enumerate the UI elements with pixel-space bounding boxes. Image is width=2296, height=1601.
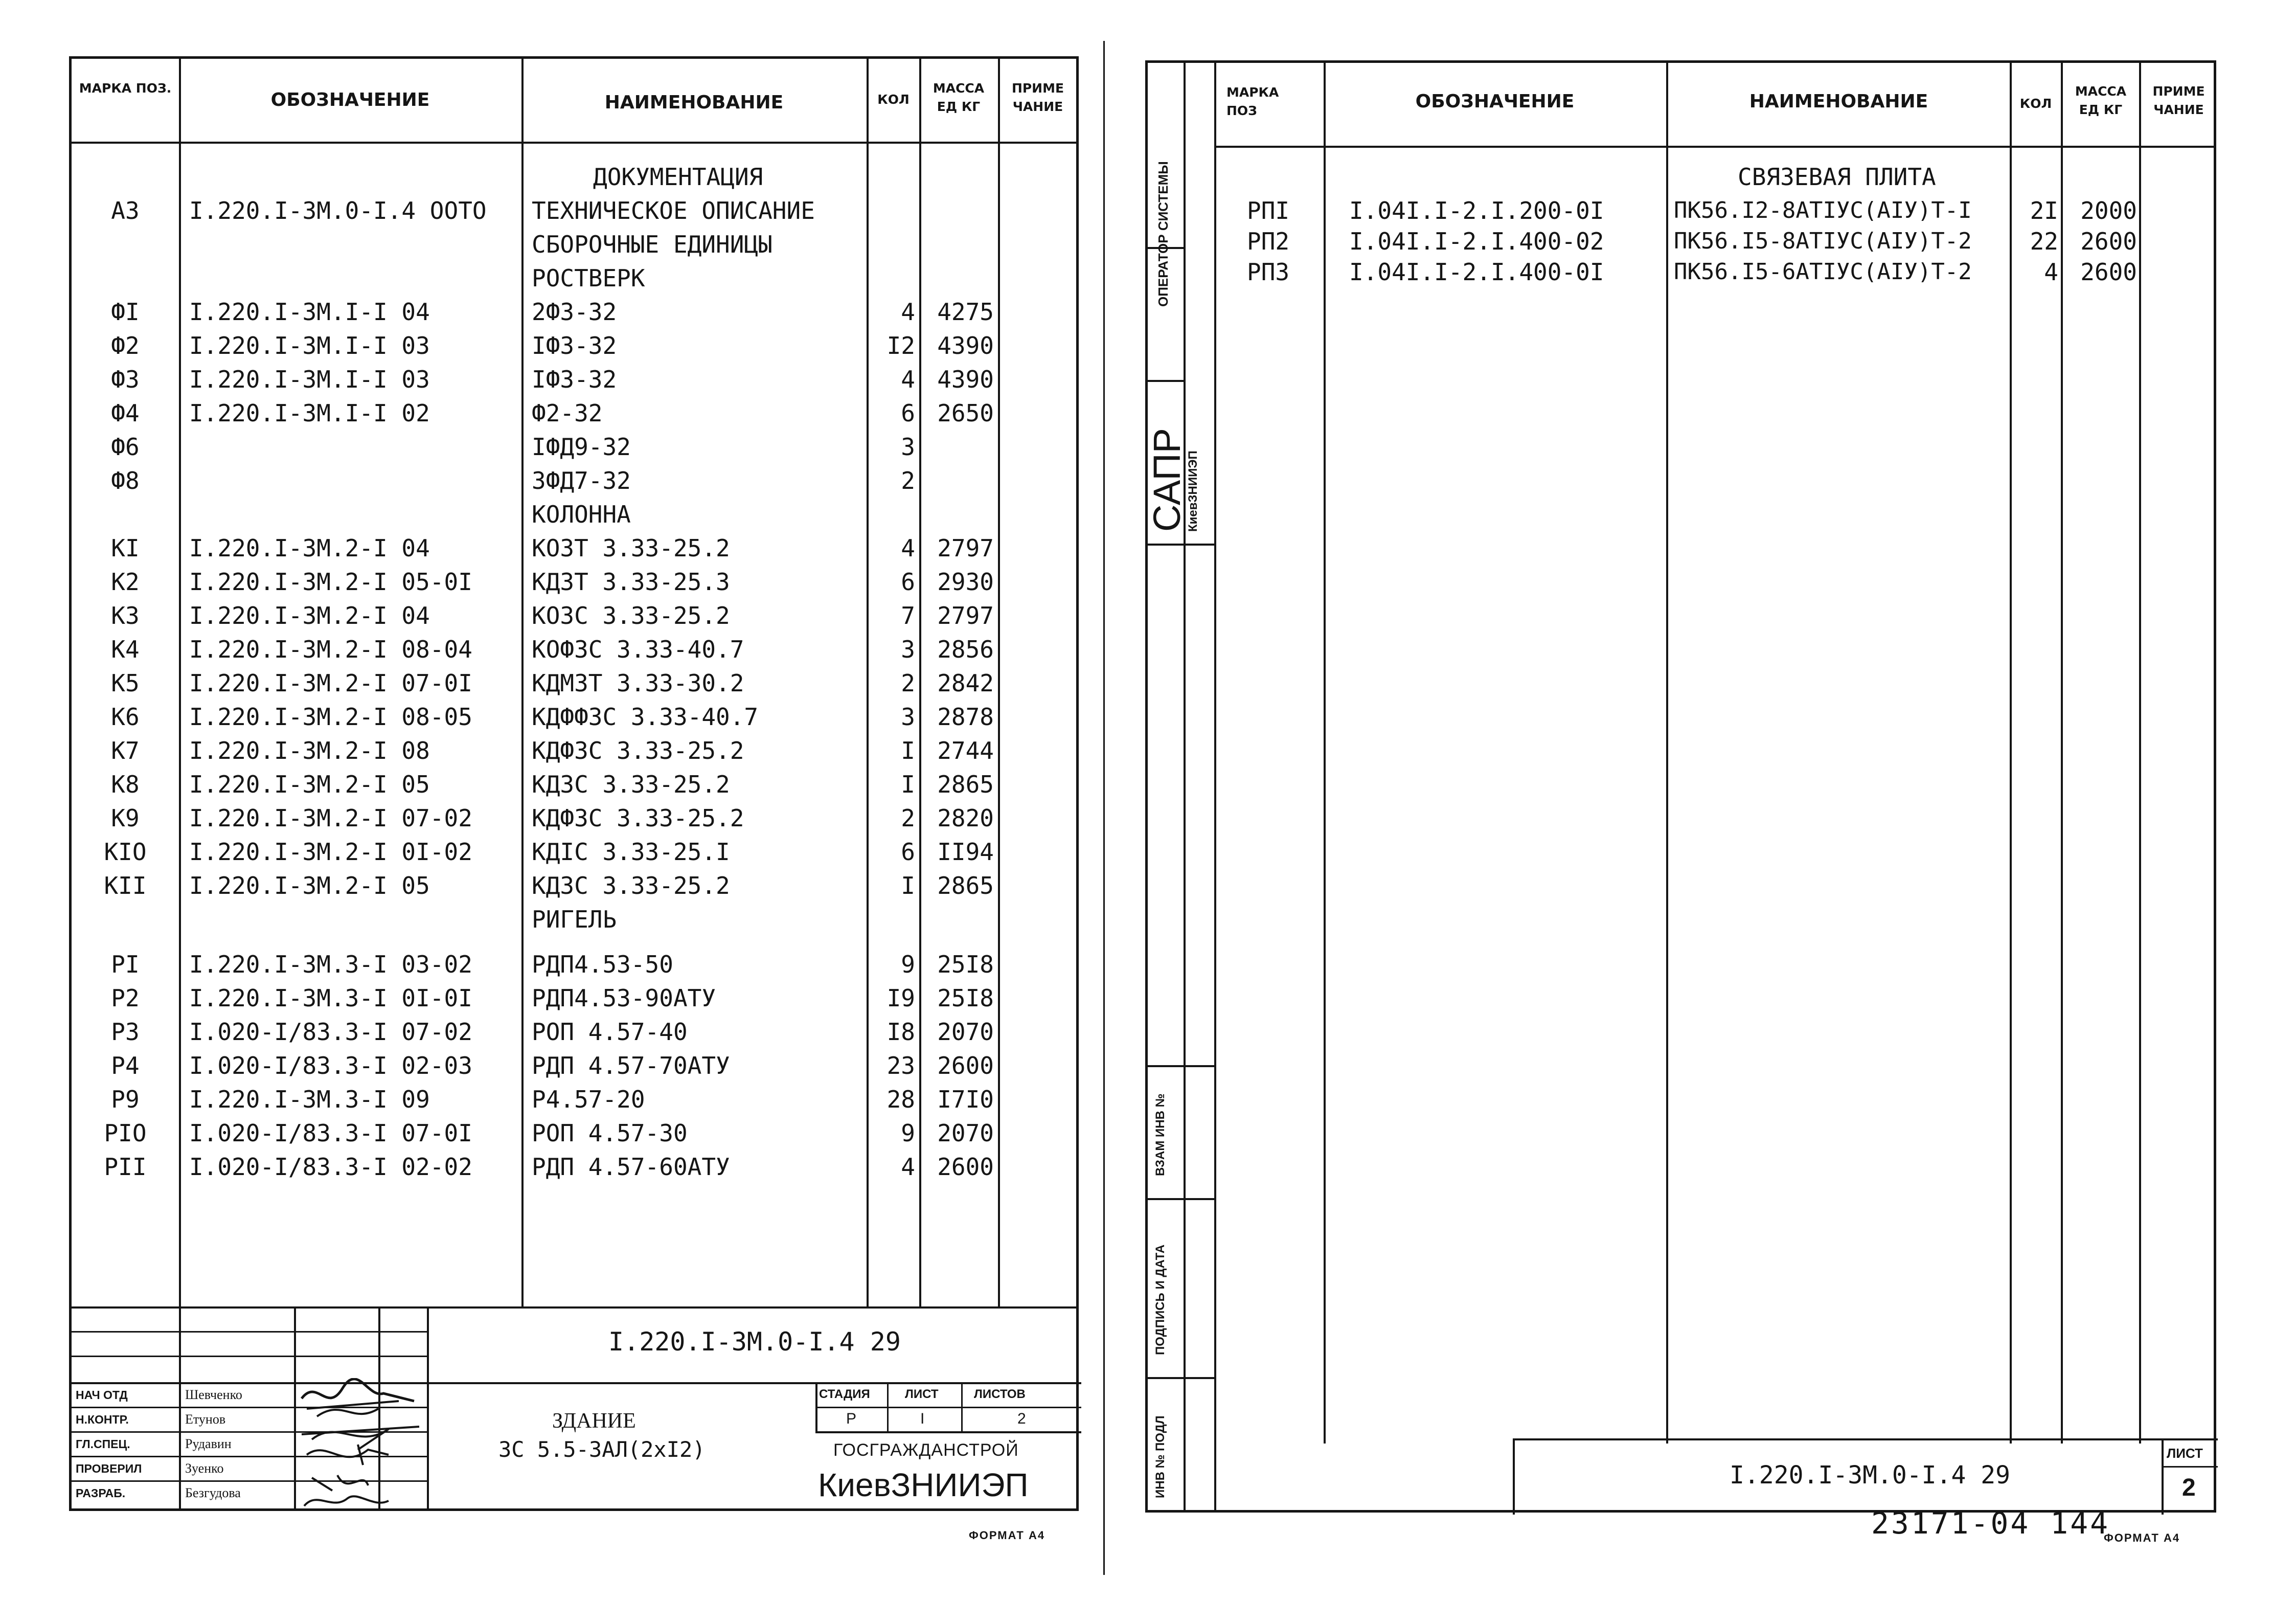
right-header-qty: КОЛ — [2019, 96, 2052, 111]
org-ministry: ГОСГРАЖДАНСТРОЙ — [833, 1440, 1019, 1460]
table-row: ФI I.220.I-3М.I-I 04 2Ф3-32 4 4275 — [111, 298, 994, 326]
right-header-note: ПРИМЕ ЧАНИЕ — [2152, 84, 2205, 117]
right-rows — [1216, 160, 2214, 313]
left-header-qty: КОЛ — [877, 92, 910, 107]
sheet-divider-line — [1103, 41, 1105, 1575]
table-row: РП3 I.04I.I-2.I.400-0I ПК56.I5-6АТIУС(АIУ)Т-2 4 2600 — [1247, 258, 2137, 286]
table-row: Ф4 I.220.I-3М.I-I 02 Ф2-32 6 2650 — [111, 399, 994, 427]
right-format-label: ФОРМАТ А4 — [2104, 1531, 2180, 1544]
org-institute: КиевЗНИИЭП — [818, 1467, 1029, 1503]
name-gl-spec: Рудавин — [185, 1436, 232, 1451]
right-header-mark: МАРКА ПОЗ — [1226, 85, 1279, 118]
stamp-operator: ОПЕРАТОР СИСТЕМЫ — [1155, 161, 1171, 307]
section-title: РОСТВЕРК — [532, 264, 645, 292]
table-row: РП2 I.04I.I-2.I.400-02 ПК56.I5-8АТIУС(АIУ)Т-2 22 2600 — [1247, 228, 2137, 255]
name-razrab: Безгудова — [185, 1485, 241, 1500]
section-title: СБОРОЧНЫЕ ЕДИНИЦЫ — [532, 231, 772, 258]
left-header-designation: ОБОЗНАЧЕНИЕ — [270, 89, 430, 110]
stage-label: СТАДИЯ — [819, 1387, 870, 1401]
section-title: РИГЕЛЬ — [532, 906, 617, 933]
table-row: КI I.220.I-3М.2-I 04 КО3Т 3.33-25.2 4 2797 — [111, 534, 994, 562]
left-header-name: НАИМЕНОВАНИЕ — [604, 92, 784, 113]
table-row: РПI I.04I.I-2.I.200-0I ПК56.I2-8АТIУС(АIУ)Т-I 2I 2000 — [1247, 197, 2137, 224]
right-header-name: НАИМЕНОВАНИЕ — [1749, 91, 1928, 112]
document-number: 23171-04 144 — [1871, 1506, 2110, 1541]
table-row: P3 I.020-I/83.3-I 07-02 РОП 4.57-40 I8 2070 — [111, 1018, 994, 1046]
table-row: К5 I.220.I-3М.2-I 07-0I КДМ3Т 3.33-30.2 2 2842 — [111, 669, 994, 697]
table-row: К3 I.220.I-3М.2-I 04 КО3С 3.33-25.2 7 2797 — [111, 602, 994, 629]
name-nach-otd: Шевченко — [185, 1387, 242, 1402]
right-document-code: I.220.I-3М.0-I.4 29 — [1730, 1461, 2011, 1490]
left-header-note: ПРИМЕ ЧАНИЕ — [1011, 81, 1064, 114]
table-row: P4 I.020-I/83.3-I 02-03 РДП 4.57-70АТУ 23 2600 — [111, 1052, 994, 1079]
role-razrab: РАЗРАБ. — [76, 1486, 126, 1500]
stamp-vzam: ВЗАМ ИНВ № — [1153, 1093, 1167, 1176]
table-row: Ф6 IФД9-32 3 — [111, 433, 915, 461]
name-proveril: Зуенко — [185, 1461, 224, 1476]
signatures — [297, 1378, 465, 1511]
stamp-sapr: САПР — [1146, 428, 1188, 532]
table-row: К4 I.220.I-3М.2-I 08-04 КОФ3С 3.33-40.7 3 2856 — [111, 636, 994, 663]
section-title: СВЯЗЕВАЯ ПЛИТА — [1738, 163, 1936, 191]
table-row: Ф8 3ФД7-32 2 — [111, 467, 915, 494]
sheets-value: 2 — [1017, 1410, 1026, 1427]
right-header-designation: ОБОЗНАЧЕНИЕ — [1415, 91, 1575, 112]
right-sheet-value: 2 — [2182, 1474, 2196, 1501]
stamp-inv: ИНВ № ПОДЛ — [1153, 1415, 1167, 1498]
sheet-value: I — [920, 1410, 925, 1427]
table-row: К2 I.220.I-3М.2-I 05-0I КД3Т 3.33-25.3 6 2930 — [111, 568, 994, 596]
stage-value: Р — [846, 1410, 857, 1427]
table-row: Ф2 I.220.I-3М.I-I 03 IФ3-32 I2 4390 — [111, 332, 994, 359]
table-row: P9 I.220.I-3М.3-I 09 Р4.57-20 28 I7I0 — [111, 1086, 994, 1113]
right-header-mass: МАССА ЕД КГ — [2075, 84, 2127, 117]
table-row: PI I.220.I-3М.3-I 03-02 РДП4.53-50 9 25I8 — [111, 951, 994, 978]
table-row: КIО I.220.I-3М.2-I 0I-02 КДIС 3.33-25.I 6 II94 — [104, 838, 994, 866]
name-n-kontr: Етунов — [185, 1412, 226, 1427]
building-code: 3С 5.5-3АЛ(2хI2) — [498, 1437, 706, 1462]
right-sheet-label: ЛИСТ — [2167, 1446, 2203, 1461]
table-row: К7 I.220.I-3М.2-I 08 КДФ3С 3.33-25.2 I 2744 — [111, 737, 994, 764]
stamp-podpis: ПОДПИСЬ И ДАТА — [1153, 1244, 1167, 1355]
role-n-kontr: Н.КОНТР. — [76, 1413, 129, 1426]
sheet-label: ЛИСТ — [905, 1387, 939, 1401]
table-row: К8 I.220.I-3М.2-I 05 КД3С 3.33-25.2 I 2865 — [111, 771, 994, 798]
right-title-block — [1513, 1438, 2218, 1515]
left-specification-sheet — [69, 56, 1079, 1511]
role-gl-spec: ГЛ.СПЕЦ. — [76, 1437, 130, 1451]
sheets-label: ЛИСТОВ — [974, 1387, 1026, 1401]
role-proveril: ПРОВЕРИЛ — [76, 1462, 142, 1475]
table-row: А3 I.220.I-3М.0-I.4 ООТО ТЕХНИЧЕСКОЕ ОПИСАНИЕ — [111, 197, 815, 224]
left-title-block — [72, 1306, 1076, 1511]
right-specification-sheet — [1214, 60, 2216, 1513]
table-row: К6 I.220.I-3М.2-I 08-05 КДФФ3С 3.33-40.7 3 2878 — [111, 703, 994, 731]
table-row: PII I.020-I/83.3-I 02-02 РДП 4.57-60АТУ 4 2600 — [104, 1153, 994, 1181]
table-row: Ф3 I.220.I-3М.I-I 03 IФ3-32 4 4390 — [111, 366, 994, 393]
left-header-mark: МАРКА ПОЗ. — [79, 81, 172, 96]
left-rows — [72, 160, 1076, 1285]
table-row: PIО I.020-I/83.3-I 07-0I РОП 4.57-30 9 2070 — [104, 1119, 994, 1147]
document-code: I.220.I-3М.0-I.4 29 — [608, 1327, 901, 1357]
stamp-kiev: КиевЗНИИЭП — [1186, 450, 1200, 532]
role-nach-otd: НАЧ ОТД — [76, 1388, 128, 1402]
left-header-mass: МАССА ЕД КГ — [933, 81, 985, 114]
section-title: ДОКУМЕНТАЦИЯ — [593, 163, 763, 191]
table-row: К9 I.220.I-3М.2-I 07-02 КДФ3С 3.33-25.2 2 2820 — [111, 804, 994, 832]
table-row: КII I.220.I-3М.2-I 05 КД3С 3.33-25.2 I 2865 — [104, 872, 994, 899]
building-title: ЗДАНИЕ — [552, 1409, 636, 1433]
section-title: КОЛОННА — [532, 501, 631, 528]
left-format-label: ФОРМАТ А4 — [969, 1529, 1045, 1542]
table-row: P2 I.220.I-3М.3-I 0I-0I РДП4.53-90АТУ I9 25I8 — [111, 984, 994, 1012]
